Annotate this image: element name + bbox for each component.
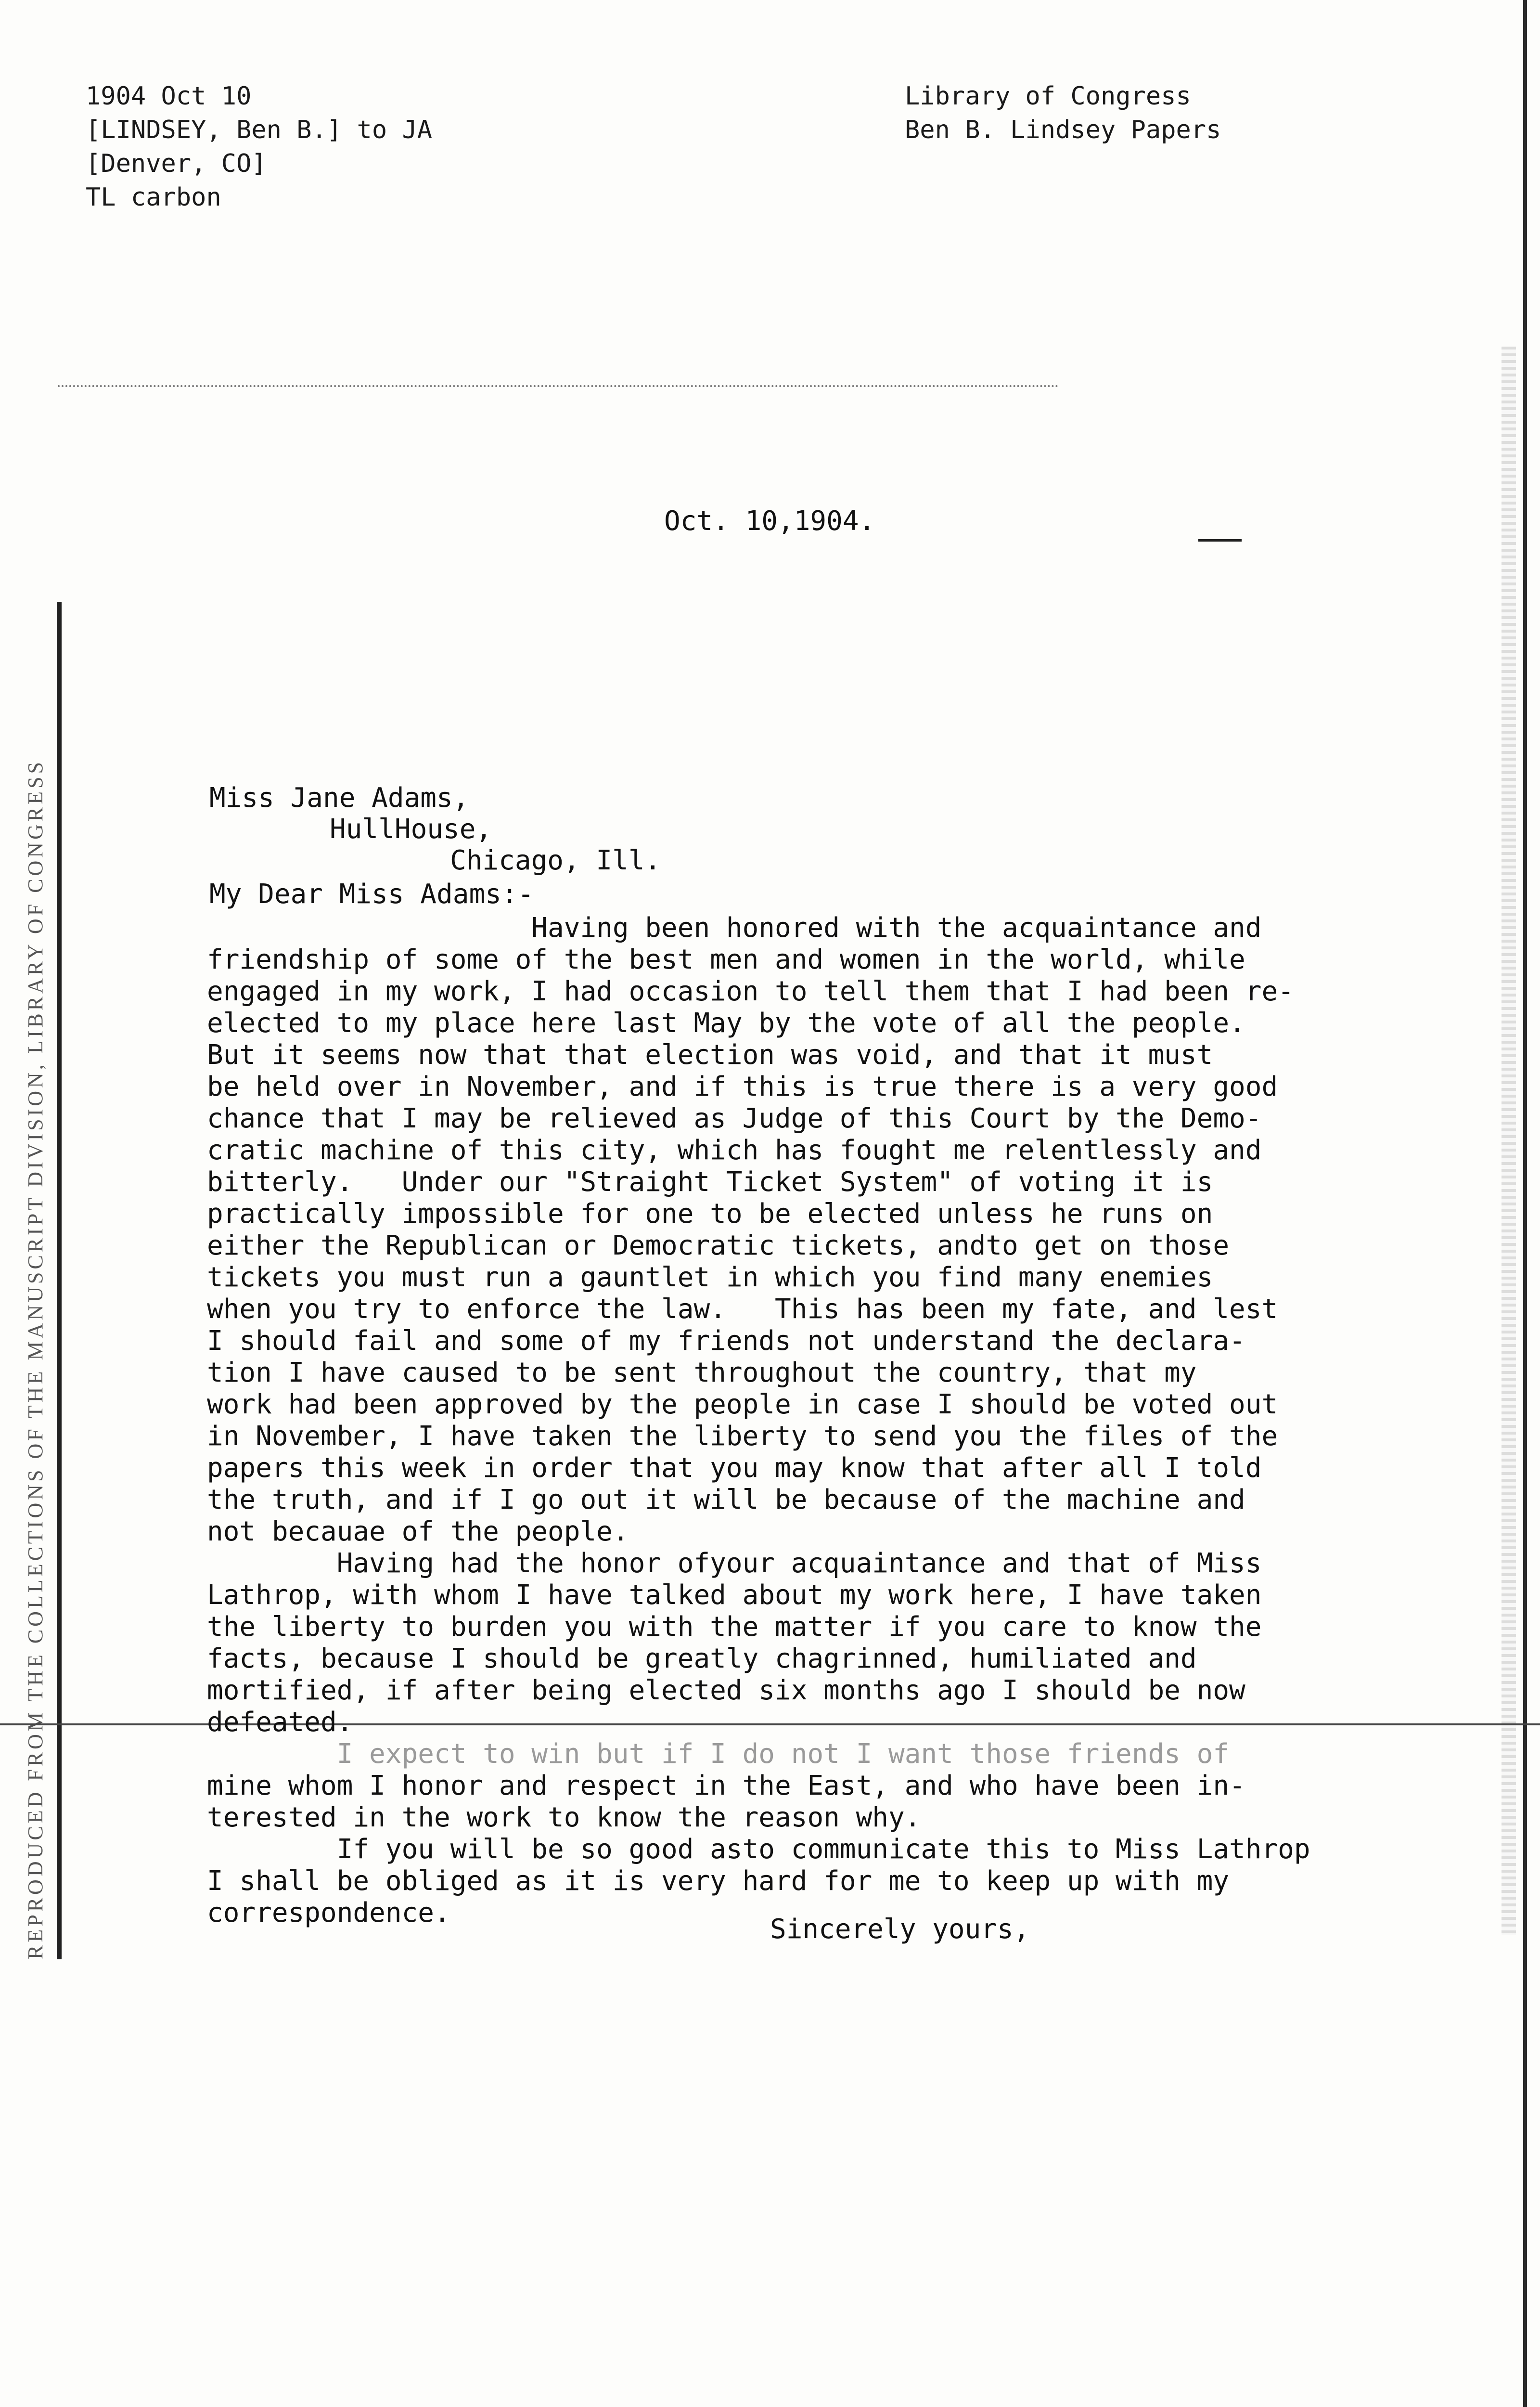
scan-edge-noise xyxy=(1502,347,1516,1935)
body-line: bitterly. Under our "Straight Ticket System" of voting it is xyxy=(207,1166,1213,1198)
archival-header-right xyxy=(905,79,1221,147)
body-line: Having been honored with the acquaintance and xyxy=(207,912,1262,944)
body-line: in November, I have taken the liberty to send you the files of the xyxy=(207,1421,1278,1452)
margin-stamp-text: REPRODUCED FROM THE COLLECTIONS OF THE MANUSCRIPT DIVISION, LIBRARY OF CONGRESS xyxy=(24,759,47,1959)
body-line: be held over in November, and if this is true there is a very good xyxy=(207,1071,1278,1102)
body-line: tion I have caused to be sent throughout the country, that my xyxy=(207,1357,1197,1388)
body-line: I expect to win but if I do not I want those friends of xyxy=(207,1738,1230,1770)
body-line: defeated. xyxy=(207,1707,353,1738)
scan-artifact-line xyxy=(58,385,1059,387)
body-line: Lathrop, with whom I have talked about my work here, I have taken xyxy=(207,1579,1262,1611)
body-line: cratic machine of this city, which has fought me relentlessly and xyxy=(207,1135,1262,1166)
address-line-city: Chicago, Ill. xyxy=(450,845,661,876)
body-line: when you try to enforce the law. This has been my fate, and lest xyxy=(207,1294,1278,1325)
body-line: I shall be obliged as it is very hard for me to keep up with my xyxy=(207,1865,1230,1897)
body-line: terested in the work to know the reason why. xyxy=(207,1802,921,1833)
body-line: correspondence. xyxy=(207,1897,450,1928)
header-collection: Ben B. Lindsey Papers xyxy=(905,116,1221,144)
body-line: elected to my place here last May by the vote of all the people. xyxy=(207,1008,1245,1039)
header-date: 1904 Oct 10 xyxy=(86,82,252,111)
address-line-place: HullHouse, xyxy=(330,814,492,845)
body-line: But it seems now that that election was void, and that it must xyxy=(207,1039,1213,1071)
letter-body xyxy=(207,912,1420,1929)
body-line: the truth, and if I go out it will be because of the machine and xyxy=(207,1484,1245,1515)
body-line: papers this week in order that you may know that after all I told xyxy=(207,1452,1262,1484)
margin-bar xyxy=(57,602,62,1959)
letter-date: Oct. 10,1904. xyxy=(664,505,875,537)
header-doc-type: TL carbon xyxy=(86,183,221,212)
body-line: mortified, if after being elected six months ago I should be now xyxy=(207,1675,1245,1706)
typewriter-mark xyxy=(1198,539,1242,542)
address-line-name: Miss Jane Adams, xyxy=(209,782,469,814)
body-line: practically impossible for one to be elected unless he runs on xyxy=(207,1198,1213,1229)
scan-edge-border xyxy=(1523,0,1527,2407)
header-repository: Library of Congress xyxy=(905,82,1191,111)
body-line: tickets you must run a gauntlet in which you find many enemies xyxy=(207,1262,1213,1293)
header-author-recipient: [LINDSEY, Ben B.] to JA xyxy=(86,116,433,144)
body-line: facts, because I should be greatly chagrinned, humiliated and xyxy=(207,1643,1197,1674)
salutation: My Dear Miss Adams:- xyxy=(209,879,534,910)
body-line: friendship of some of the best men and women in the world, while xyxy=(207,944,1245,975)
header-place: [Denver, CO] xyxy=(86,149,267,178)
body-line: If you will be so good asto communicate this to Miss Lathrop xyxy=(207,1834,1310,1865)
body-line: either the Republican or Democratic tickets, andto get on those xyxy=(207,1230,1230,1261)
body-line: Having had the honor ofyour acquaintance and that of Miss xyxy=(207,1548,1262,1579)
body-line: engaged in my work, I had occasion to tell them that I had been re- xyxy=(207,976,1294,1007)
body-line: work had been approved by the people in case I should be voted out xyxy=(207,1389,1278,1420)
closing: Sincerely yours, xyxy=(770,1914,1030,1945)
body-line: the liberty to burden you with the matter if you care to know the xyxy=(207,1611,1262,1643)
body-line: not becauae of the people. xyxy=(207,1516,629,1547)
body-line: chance that I may be relieved as Judge of this Court by the Demo- xyxy=(207,1103,1262,1134)
body-line: I should fail and some of my friends not understand the declara- xyxy=(207,1325,1245,1357)
body-line: mine whom I honor and respect in the East, and who have been in- xyxy=(207,1770,1245,1801)
margin-stamp-strip xyxy=(9,602,71,1959)
archival-header-left xyxy=(86,79,432,214)
